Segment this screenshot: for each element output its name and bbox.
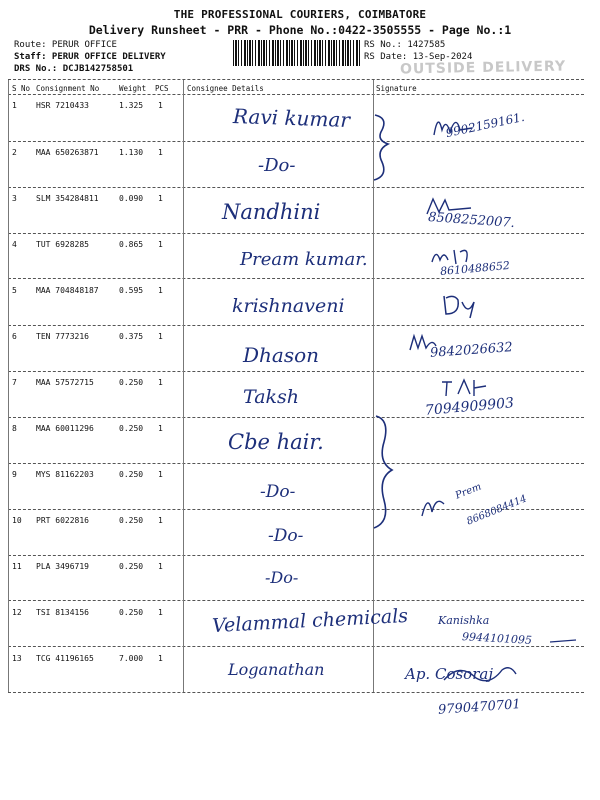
row-pcs: 1 bbox=[158, 378, 163, 387]
row-pcs: 1 bbox=[158, 240, 163, 249]
row-weight: 0.865 bbox=[119, 240, 144, 249]
row-consignee-handwritten: Dhason bbox=[243, 343, 320, 367]
signature-scribble-icon bbox=[430, 244, 475, 266]
staff-label: Staff: PERUR OFFICE DELIVERY bbox=[14, 52, 166, 62]
row-sno: 10 bbox=[12, 516, 22, 525]
signature-name: Ap. Cosoraj bbox=[405, 665, 493, 683]
brace-mark-icon bbox=[370, 110, 400, 190]
row-divider bbox=[8, 600, 584, 601]
row-consignee-handwritten: Pream kumar. bbox=[240, 249, 368, 270]
row-pcs: 1 bbox=[158, 148, 163, 157]
route-label: Route: PERUR OFFICE bbox=[14, 40, 117, 50]
company-title: THE PROFESSIONAL COURIERS, COIMBATORE bbox=[173, 8, 427, 21]
rs-date: RS Date: 13-Sep-2024 bbox=[364, 52, 473, 62]
row-divider bbox=[8, 417, 584, 418]
row-weight: 0.250 bbox=[119, 378, 144, 387]
row-signature-phone: 9790470701 bbox=[437, 697, 522, 718]
row-sno: 2 bbox=[12, 148, 17, 157]
row-divider bbox=[8, 692, 584, 693]
row-pcs: 1 bbox=[158, 654, 163, 663]
row-sno: 13 bbox=[12, 654, 22, 663]
signature-scribble-icon bbox=[440, 376, 490, 398]
row-divider bbox=[8, 187, 584, 188]
column-divider bbox=[183, 80, 184, 692]
row-weight: 0.250 bbox=[119, 516, 144, 525]
row-pcs: 1 bbox=[158, 470, 163, 479]
col-header-signature: Signature bbox=[376, 84, 417, 93]
row-weight: 0.250 bbox=[119, 424, 144, 433]
row-consignee-handwritten: Taksh bbox=[243, 386, 300, 408]
row-pcs: 1 bbox=[158, 286, 163, 295]
brace-mark-icon bbox=[370, 412, 402, 532]
row-sno: 12 bbox=[12, 608, 22, 617]
row-weight: 0.250 bbox=[119, 562, 144, 571]
col-header-sno: S No bbox=[12, 84, 31, 93]
outside-delivery-stamp: OUTSIDE DELIVERY bbox=[399, 58, 567, 78]
rs-number: RS No.: 1427585 bbox=[364, 40, 446, 50]
row-pcs: 1 bbox=[158, 516, 163, 525]
strike-mark-icon bbox=[548, 636, 578, 646]
col-header-weight: Weight bbox=[119, 84, 147, 93]
row-consignment-no: MAA 57572715 bbox=[36, 378, 94, 387]
runsheet-subtitle: Delivery Runsheet - PRR - Phone No.:0422-3505555 - Page No.:1 bbox=[88, 23, 512, 37]
row-sno: 4 bbox=[12, 240, 17, 249]
col-header-consignment: Consignment No bbox=[36, 84, 100, 93]
signature-scribble-icon bbox=[440, 660, 520, 690]
row-divider bbox=[8, 278, 584, 279]
row-consignment-no: PRT 6022816 bbox=[36, 516, 89, 525]
row-consignee-handwritten: -Do- bbox=[265, 568, 299, 587]
row-consignee-handwritten: Ravi kumar bbox=[232, 103, 351, 133]
row-weight: 1.130 bbox=[119, 148, 144, 157]
row-weight: 0.595 bbox=[119, 286, 144, 295]
row-signature-phone: 8610488652 bbox=[439, 258, 511, 279]
row-consignment-no: MAA 704848187 bbox=[36, 286, 99, 295]
row-signature-phone: 9902159161. bbox=[444, 109, 526, 141]
row-sno: 1 bbox=[12, 101, 17, 110]
row-pcs: 1 bbox=[158, 332, 163, 341]
table-border-left bbox=[8, 80, 9, 692]
row-divider bbox=[8, 233, 584, 234]
signature-scribble-icon bbox=[430, 110, 475, 140]
col-header-consignee: Consignee Details bbox=[187, 84, 264, 93]
row-weight: 0.090 bbox=[119, 194, 144, 203]
row-divider bbox=[8, 325, 584, 326]
row-pcs: 1 bbox=[158, 101, 163, 110]
row-signature-phone: 9944101095 bbox=[461, 630, 533, 647]
signature-scribble-icon bbox=[440, 292, 480, 320]
signature-scribble-icon bbox=[408, 334, 438, 354]
row-sno: 7 bbox=[12, 378, 17, 387]
row-signature-phone: 7094909903 bbox=[424, 395, 515, 419]
row-consignment-no: MAA 60011296 bbox=[36, 424, 94, 433]
signature-name: Prem bbox=[453, 481, 484, 502]
row-pcs: 1 bbox=[158, 194, 163, 203]
row-weight: 0.250 bbox=[119, 470, 144, 479]
row-consignment-no: TEN 7773216 bbox=[36, 332, 89, 341]
row-consignee-handwritten: Velammal chemicals bbox=[211, 604, 409, 638]
row-sno: 5 bbox=[12, 286, 17, 295]
row-divider bbox=[8, 463, 584, 464]
row-consignment-no: MAA 650263871 bbox=[36, 148, 99, 157]
row-pcs: 1 bbox=[158, 562, 163, 571]
barcode bbox=[233, 40, 361, 66]
row-weight: 0.375 bbox=[119, 332, 144, 341]
row-consignee-handwritten: -Do- bbox=[258, 155, 296, 176]
row-weight: 1.325 bbox=[119, 101, 144, 110]
row-consignment-no: TSI 8134156 bbox=[36, 608, 89, 617]
row-consignment-no: SLM 354284811 bbox=[36, 194, 99, 203]
row-divider bbox=[8, 141, 584, 142]
signature-scribble-icon bbox=[425, 196, 475, 218]
row-consignment-no: PLA 3496719 bbox=[36, 562, 89, 571]
signature-scribble-icon bbox=[418, 490, 448, 520]
row-consignment-no: MYS 81162203 bbox=[36, 470, 94, 479]
row-signature-phone: 9842026632 bbox=[429, 340, 514, 361]
row-consignee-handwritten: -Do- bbox=[260, 482, 296, 502]
row-pcs: 1 bbox=[158, 424, 163, 433]
row-weight: 7.000 bbox=[119, 654, 144, 663]
row-consignee-handwritten: Loganathan bbox=[228, 660, 325, 679]
row-sno: 9 bbox=[12, 470, 17, 479]
row-weight: 0.250 bbox=[119, 608, 144, 617]
row-consignee-handwritten: Nandhini bbox=[222, 200, 321, 224]
row-divider bbox=[8, 646, 584, 647]
signature-name: Kanishka bbox=[438, 614, 490, 627]
row-consignee-handwritten: Cbe hair. bbox=[228, 430, 324, 454]
row-divider bbox=[8, 555, 584, 556]
row-consignee-handwritten: -Do- bbox=[268, 526, 304, 546]
drs-number: DRS No.: DCJB142758501 bbox=[14, 64, 134, 74]
row-consignee-handwritten: krishnaveni bbox=[232, 295, 345, 317]
row-sno: 8 bbox=[12, 424, 17, 433]
row-sno: 3 bbox=[12, 194, 17, 203]
row-divider bbox=[8, 371, 584, 372]
row-consignment-no: TCG 41196165 bbox=[36, 654, 94, 663]
row-consignment-no: TUT 6928285 bbox=[36, 240, 89, 249]
row-signature-phone: 8508252007. bbox=[427, 209, 516, 232]
row-sno: 6 bbox=[12, 332, 17, 341]
table-top-line bbox=[8, 79, 584, 80]
row-sno: 11 bbox=[12, 562, 22, 571]
row-pcs: 1 bbox=[158, 608, 163, 617]
header-rule bbox=[8, 94, 584, 95]
row-consignment-no: HSR 7210433 bbox=[36, 101, 89, 110]
col-header-pcs: PCS bbox=[155, 84, 169, 93]
row-signature-phone: 8668084414 bbox=[465, 493, 529, 528]
